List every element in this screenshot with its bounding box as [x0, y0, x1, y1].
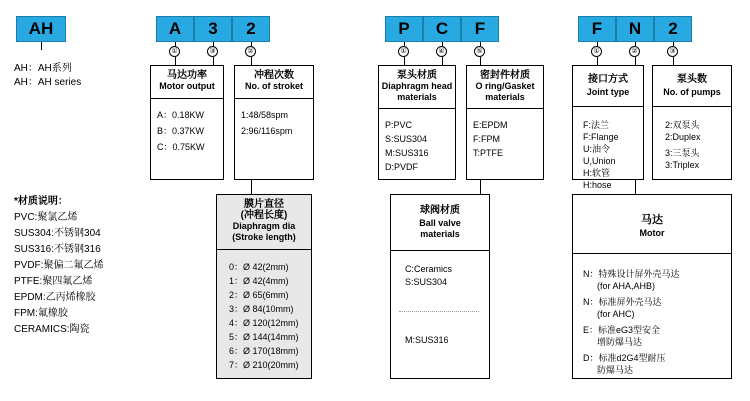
pump-head-item: P:PVC — [385, 120, 413, 130]
marker-oring-gasket: ④ — [436, 46, 447, 57]
code-box-no-of-stroke: 3 — [194, 16, 232, 42]
no-of-pumps-item-en: 2:Duplex — [665, 132, 701, 142]
code-box-motor-output: A — [156, 16, 194, 42]
panel-diaphragm-dia-title-cn: 膜片直径 — [244, 199, 284, 210]
diaphragm-dia-item: 0：Ø 42(2mm) — [229, 262, 289, 272]
materials-legend-item: PTFE:聚四氟乙烯 — [14, 276, 93, 287]
joint-type-item-cn: F:法兰 — [583, 120, 609, 130]
motor-item-l2: 增防爆马达 — [597, 337, 643, 347]
code-box-motor-type: N — [616, 16, 654, 42]
motor-item-l1: E：标准eG3型安全 — [583, 325, 661, 335]
marker-motor-output: ① — [169, 46, 180, 57]
marker-motor-type: ② — [629, 46, 640, 57]
code-box-oring-gasket: C — [423, 16, 461, 42]
ball-valve-item: S:SUS304 — [405, 277, 448, 287]
materials-legend-item: FPM:氟橡胶 — [14, 308, 68, 319]
panel-joint-type — [572, 65, 644, 190]
panel-ball-valve-title-en: Ball valve — [419, 218, 461, 228]
code-box-ball-valve: F — [461, 16, 499, 42]
marker-joint-type: ① — [591, 46, 602, 57]
series-legend — [14, 62, 134, 90]
series-legend-cn: AH：AH系列 — [14, 63, 72, 74]
panel-joint-type-title-cn: 接口方式 — [588, 74, 628, 85]
panel-motor — [572, 194, 732, 379]
materials-legend-item: PVDF:聚偏二氟乙烯 — [14, 260, 104, 271]
panel-ball-valve-title-cn: 球阀材质 — [420, 205, 460, 216]
diaphragm-dia-item: 7：Ø 210(20mm) — [229, 360, 299, 370]
series-legend-en: AH：AH series — [14, 77, 82, 88]
diaphragm-dia-item: 1：Ø 42(4mm) — [229, 276, 289, 286]
motor-output-item: B：0.37KW — [157, 126, 205, 136]
materials-legend-item: PVC:聚氯乙烯 — [14, 212, 78, 223]
code-box-diaphragm-dia: 2 — [232, 16, 270, 42]
materials-legend-item: EPDM:乙丙烯橡胶 — [14, 292, 96, 303]
code-box-no-of-pumps: 2 — [654, 16, 692, 42]
motor-item-l2: 防爆马达 — [597, 365, 634, 375]
ball-valve-item: M:SUS316 — [405, 335, 449, 345]
panel-ball-valve-title-en2: materials — [420, 229, 460, 239]
panel-pump-head — [378, 65, 456, 180]
pump-head-item: S:SUS304 — [385, 134, 428, 144]
marker-no-of-stroke: ③ — [207, 46, 218, 57]
panel-motor-output-title-en: Motor output — [159, 81, 215, 91]
joint-type-item-cn: U:油令 — [583, 144, 611, 154]
oring-gasket-item: E:EPDM — [473, 120, 508, 130]
panel-pump-head-title-en: Diaphragm head — [381, 81, 453, 91]
panel-diaphragm-dia-title-cn2: (冲程长度) — [240, 210, 288, 221]
pump-head-item: M:SUS316 — [385, 148, 429, 158]
materials-legend — [14, 194, 194, 338]
panel-motor-output-title-cn: 马达功率 — [167, 70, 207, 81]
pump-head-item: D:PVDF — [385, 162, 419, 172]
panel-pump-head-title-cn: 泵头材质 — [397, 70, 437, 81]
oring-gasket-item: T:PTFE — [473, 148, 504, 158]
series-code-box: AH — [16, 16, 66, 42]
panel-no-of-pumps — [652, 65, 732, 180]
code-box-joint-type: F — [578, 16, 616, 42]
panel-no-of-stroke-title-en: No. of stroket — [244, 81, 303, 91]
code-box-pump-head: P — [385, 16, 423, 42]
marker-no-of-pumps: ③ — [667, 46, 678, 57]
joint-type-item-en: U,Union — [583, 156, 616, 166]
diaphragm-dia-item: 3：Ø 84(10mm) — [229, 304, 294, 314]
panel-no-of-pumps-title-en: No. of pumps — [663, 87, 721, 97]
joint-type-item-cn: H:软管 — [583, 168, 611, 178]
marker-pump-head: ① — [398, 46, 409, 57]
panel-no-of-stroke — [234, 65, 314, 180]
motor-item-l1: N：标准屏外壳马达 — [583, 297, 662, 307]
panel-oring-gasket-title-en2: materials — [485, 92, 525, 102]
oring-gasket-item: F:FPM — [473, 134, 500, 144]
marker-ball-valve: ⑤ — [474, 46, 485, 57]
materials-legend-item: SUS304:不锈钢304 — [14, 228, 101, 239]
diaphragm-dia-item: 5：Ø 144(14mm) — [229, 332, 299, 342]
panel-no-of-pumps-title-cn: 泵头数 — [677, 74, 707, 85]
diaphragm-dia-item: 4：Ø 120(12mm) — [229, 318, 299, 328]
panel-motor-title-en: Motor — [639, 228, 665, 238]
ball-valve-item: C:Ceramics — [405, 264, 453, 274]
panel-oring-gasket — [466, 65, 544, 180]
diaphragm-dia-item: 6：Ø 170(18mm) — [229, 346, 299, 356]
panel-ball-valve — [390, 194, 490, 379]
no-of-stroke-item: 2:96/116spm — [241, 126, 293, 136]
panel-oring-gasket-title-cn: 密封件材质 — [480, 70, 530, 81]
panel-pump-head-title-en2: materials — [397, 92, 437, 102]
motor-item-l1: D：标准d2G4型耐压 — [583, 353, 666, 363]
panel-diaphragm-dia — [216, 194, 312, 379]
motor-output-item: A：0.18KW — [157, 110, 205, 120]
marker-diaphragm-dia: ② — [245, 46, 256, 57]
materials-legend-heading: *材质说明： — [14, 196, 68, 207]
panel-diaphragm-dia-title-en: Diaphragm dia — [232, 221, 296, 231]
joint-type-item-en: F:Flange — [583, 132, 619, 142]
panel-oring-gasket-title-en: O ring/Gasket — [475, 81, 535, 91]
no-of-stroke-item: 1:48/58spm — [241, 110, 289, 120]
diaphragm-dia-item: 2：Ø 65(6mm) — [229, 290, 289, 300]
no-of-pumps-item-en: 3:Triplex — [665, 160, 700, 170]
no-of-pumps-item-cn: 3:三泵头 — [665, 148, 700, 158]
panel-joint-type-title-en: Joint type — [586, 87, 630, 97]
no-of-pumps-item-cn: 2:双泵头 — [665, 120, 700, 130]
panel-diaphragm-dia-title-en2: (Stroke length) — [232, 232, 296, 242]
materials-legend-item: SUS316:不锈钢316 — [14, 244, 101, 255]
panel-motor-output — [150, 65, 224, 180]
panel-no-of-stroke-title-cn: 冲程次数 — [254, 70, 294, 81]
motor-output-item: C：0.75KW — [157, 142, 205, 152]
panel-motor-title-cn: 马达 — [641, 214, 663, 226]
materials-legend-item: CERAMICS:陶瓷 — [14, 324, 90, 335]
motor-item-l2: (for AHC) — [597, 309, 635, 319]
motor-item-l2: (for AHA,AHB) — [597, 281, 656, 291]
motor-item-l1: N：特殊设计屏外壳马达 — [583, 269, 680, 279]
joint-type-item-en: H:hose — [583, 180, 612, 190]
